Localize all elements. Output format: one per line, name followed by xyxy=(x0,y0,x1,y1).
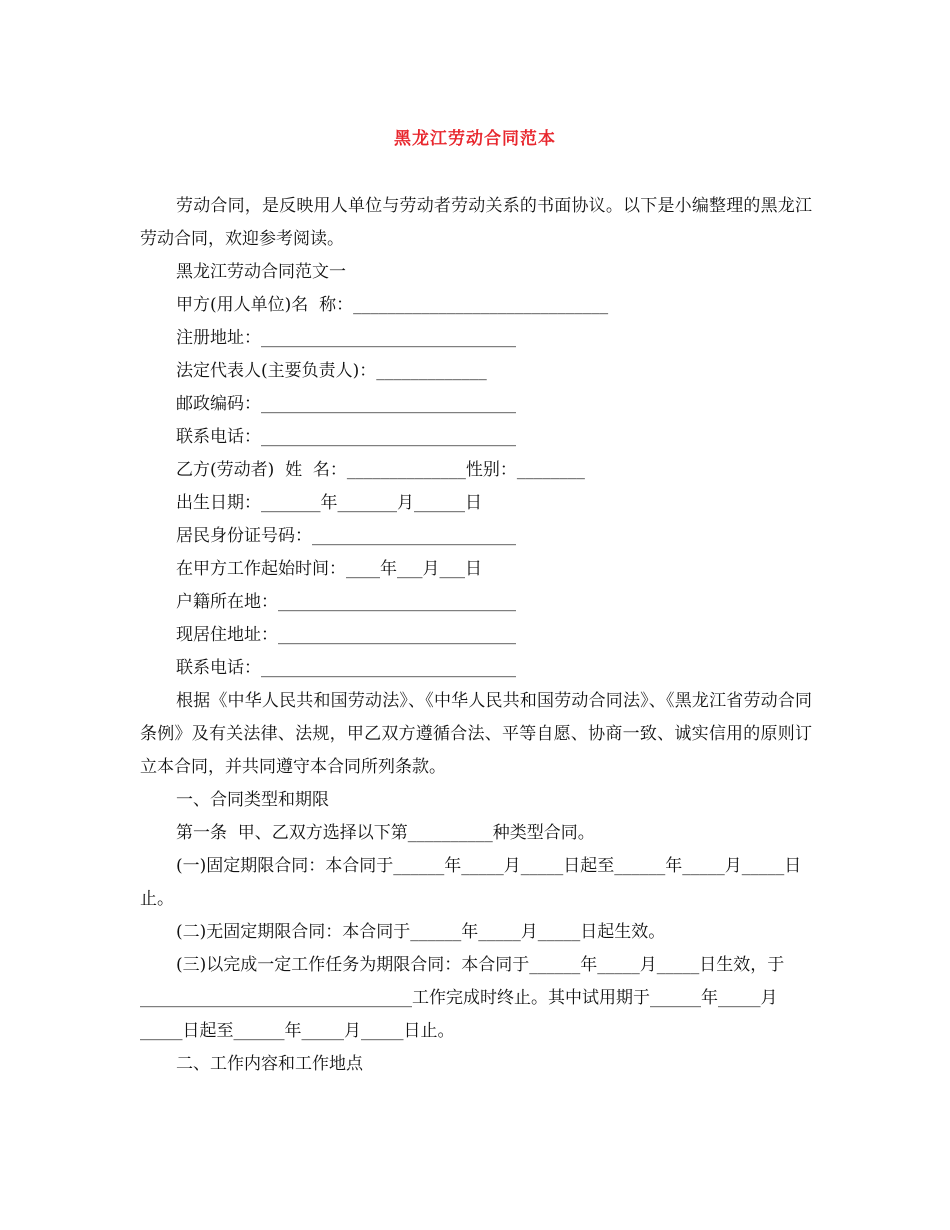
document-title: 黑龙江劳动合同范本 xyxy=(394,129,556,149)
section-1-heading: 一、合同类型和期限 xyxy=(176,790,329,810)
current-address-field: 现居住地址：____________________________ xyxy=(176,625,516,645)
party-a-phone-field: 联系电话：______________________________ xyxy=(176,427,516,447)
party-a-name-field: 甲方(用人单位)名 称：______________________________ xyxy=(176,295,609,315)
sample-heading: 黑龙江劳动合同范文一 xyxy=(176,262,346,282)
household-field: 户籍所在地：____________________________ xyxy=(176,592,516,612)
party-b-name-field: 乙方(劳动者) 姓 名：______________性别：________ xyxy=(176,460,585,480)
document-body xyxy=(140,190,812,1081)
section-2-heading: 二、工作内容和工作地点 xyxy=(176,1054,363,1074)
postal-code-field: 邮政编码：______________________________ xyxy=(176,394,516,414)
legal-basis-paragraph: 根据《中华人民共和国劳动法》、《中华人民共和国劳动合同法》、《黑龙江省劳动合同条例》及有关法律、法规，甲乙双方遵循合法、平等自愿、协商一致、诚实信用的原则订立本合同，并共同遵守本合同所列条款。 xyxy=(140,691,812,777)
start-date-field: 在甲方工作起始时间：____年___月___日 xyxy=(176,559,482,579)
intro-paragraph: 劳动合同，是反映用人单位与劳动者劳动关系的书面协议。以下是小编整理的黑龙江劳动合同，欢迎参考阅读。 xyxy=(140,196,812,249)
task-term-clause: (三)以完成一定工作任务为期限合同：本合同于______年_____月_____日生效，于________________________________工作完成时终止。其中试用期于______年_____月_____日起至______年_____月_____日止。 xyxy=(140,955,785,1041)
fixed-term-clause: (一)固定期限合同：本合同于______年_____月_____日起至______年_____月_____日止。 xyxy=(140,856,802,909)
legal-representative-field: 法定代表人(主要负责人)：_____________ xyxy=(176,361,487,381)
party-b-phone-field: 联系电话：______________________________ xyxy=(176,658,516,678)
open-term-clause: (二)无固定期限合同：本合同于______年_____月_____日起生效。 xyxy=(176,922,666,942)
birth-date-field: 出生日期：_______年_______月______日 xyxy=(176,493,482,513)
id-number-field: 居民身份证号码：________________________ xyxy=(176,526,516,546)
registered-address-field: 注册地址：______________________________ xyxy=(176,328,516,348)
article-1: 第一条 甲、乙双方选择以下第__________种类型合同。 xyxy=(176,823,595,843)
